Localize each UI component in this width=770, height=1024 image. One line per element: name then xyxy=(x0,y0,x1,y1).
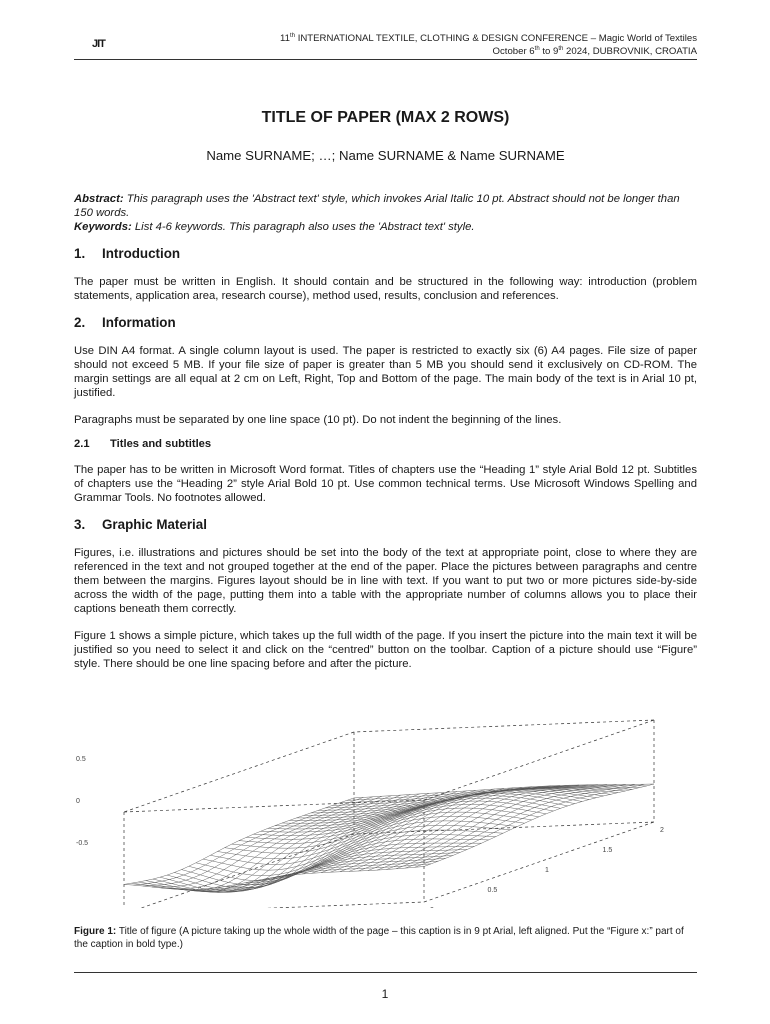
y-tick-label xyxy=(430,907,434,908)
figure-caption: Figure 1: Title of figure (A picture taking up the whole width of the page – this caption is in 9 pt Arial, left aligned. Put the “Figure x:” part of the caption in bold type.) xyxy=(74,926,684,950)
conference-header-line1: 11th INTERNATIONAL TEXTILE, CLOTHING & DESIGN CONFERENCE – Magic World of Textiles xyxy=(280,32,697,44)
box-bottom-edge xyxy=(124,902,424,908)
graphic-paragraph-2: Figure 1 shows a simple picture, which takes up the full width of the page. If you insert the picture into the main text it will be justified so you need to select it and click on the “centred” button on the toolbar. Caption of a picture should use “Figure” style. There should be one line spacing before and after the picture. xyxy=(74,630,697,670)
z-tick-label: -0.5 xyxy=(76,840,89,847)
mesh-line-u xyxy=(199,793,429,892)
box-bottom-edge xyxy=(354,822,654,834)
section-heading-information: 2. Information xyxy=(74,315,176,330)
paper-body xyxy=(74,192,697,671)
titles-paragraph: The paper has to be written in Microsoft Word format. Titles of chapters use the “Heading 1” style Arial Bold 12 pt. Subtitles of chapters use the “Heading 2” style Arial Bold 10 pt. Use common technical terms. Use Microsoft Windows Spelling and Grammar Tools. No footnotes allowed. xyxy=(74,464,697,504)
section-heading-introduction: 1. Introduction xyxy=(74,246,181,261)
mesh-line-u xyxy=(387,785,617,870)
y-tick-label: 2 xyxy=(660,827,664,834)
box-top-edge xyxy=(124,732,354,812)
keywords-paragraph: Keywords: List 4-6 keywords. This paragraph also uses the 'Abstract text' style. xyxy=(74,221,475,233)
mesh-line-u xyxy=(180,795,410,892)
y-tick-label: 1.5 xyxy=(602,847,613,854)
mesh-line-v xyxy=(304,789,604,815)
box-top-edge xyxy=(354,720,654,732)
header-divider xyxy=(74,59,697,60)
mesh-line-u xyxy=(143,797,373,886)
paper-title: TITLE OF PAPER (MAX 2 ROWS) xyxy=(261,109,510,126)
abstract-block xyxy=(74,192,697,234)
graphic-paragraph-1: Figures, i.e. illustrations and pictures should be set into the body of the text at appropriate point, close to where they are referenced in the text and not grouped together at the end of the paper. Place the pictures between paragraphs and centre them between the margins. Figures layout should be in line with text. If you want to put two or more pictures side-by-side across the width of the page, putting them into a table with the appropriate number of columns allows you to place their captions beneath them correctly. xyxy=(74,547,697,615)
mesh-line-v xyxy=(146,858,446,892)
z-tick-label: 0 xyxy=(76,798,80,805)
page-number: 1 xyxy=(381,987,389,1001)
mesh-line-v xyxy=(174,846,474,888)
surface-plot xyxy=(74,708,697,908)
box-bottom-edge xyxy=(424,822,654,902)
figure-1 xyxy=(74,708,697,908)
information-paragraph-1: Use DIN A4 format. A single column layout is used. The paper is restricted to exactly six (6) A4 pages. File size of paper should not exceed 5 MB. If your file size of paper is greater than 5 MB you should send it exclusively on CD-ROM. The margin settings are all equal at 2 cm on Left, Right, Top and Bottom of the page. The main body of the text is in Arial 10 pt, justified. xyxy=(74,345,697,399)
y-tick-label: 1 xyxy=(545,867,549,874)
conference-logo: JIT xyxy=(92,38,105,50)
y-tick-label: 0.5 xyxy=(487,887,498,894)
mesh-line-v xyxy=(282,792,582,823)
mesh-line-v xyxy=(318,788,618,810)
subsection-heading-titles: 2.1 Titles and subtitles xyxy=(74,438,212,450)
paper-authors: Name SURNAME; …; Name SURNAME & Name SURNAME xyxy=(206,148,565,163)
mesh-line-u xyxy=(302,787,532,874)
mesh-line-u xyxy=(255,790,485,881)
section-heading-graphic-material: 3. Graphic Material xyxy=(74,517,207,532)
conference-header-line2: October 6th to 9th 2024, DUBROVNIK, CROATIA xyxy=(492,45,697,57)
footer-divider xyxy=(74,972,697,973)
information-paragraph-2: Paragraphs must be separated by one line space (10 pt). Do not indent the beginning of the lines. xyxy=(74,414,562,426)
introduction-paragraph: The paper must be written in English. It should contain and be structured in the following way: introduction (problem statements, application area, research course), method used, results, conclusion and references. xyxy=(74,276,697,302)
conference-header xyxy=(280,33,697,58)
z-tick-label: 0.5 xyxy=(76,756,86,763)
abstract-paragraph: Abstract: This paragraph uses the 'Abstract text' style, which invokes Arial Italic 10 pt. Abstract should not be longer than 150 words. xyxy=(74,193,680,219)
